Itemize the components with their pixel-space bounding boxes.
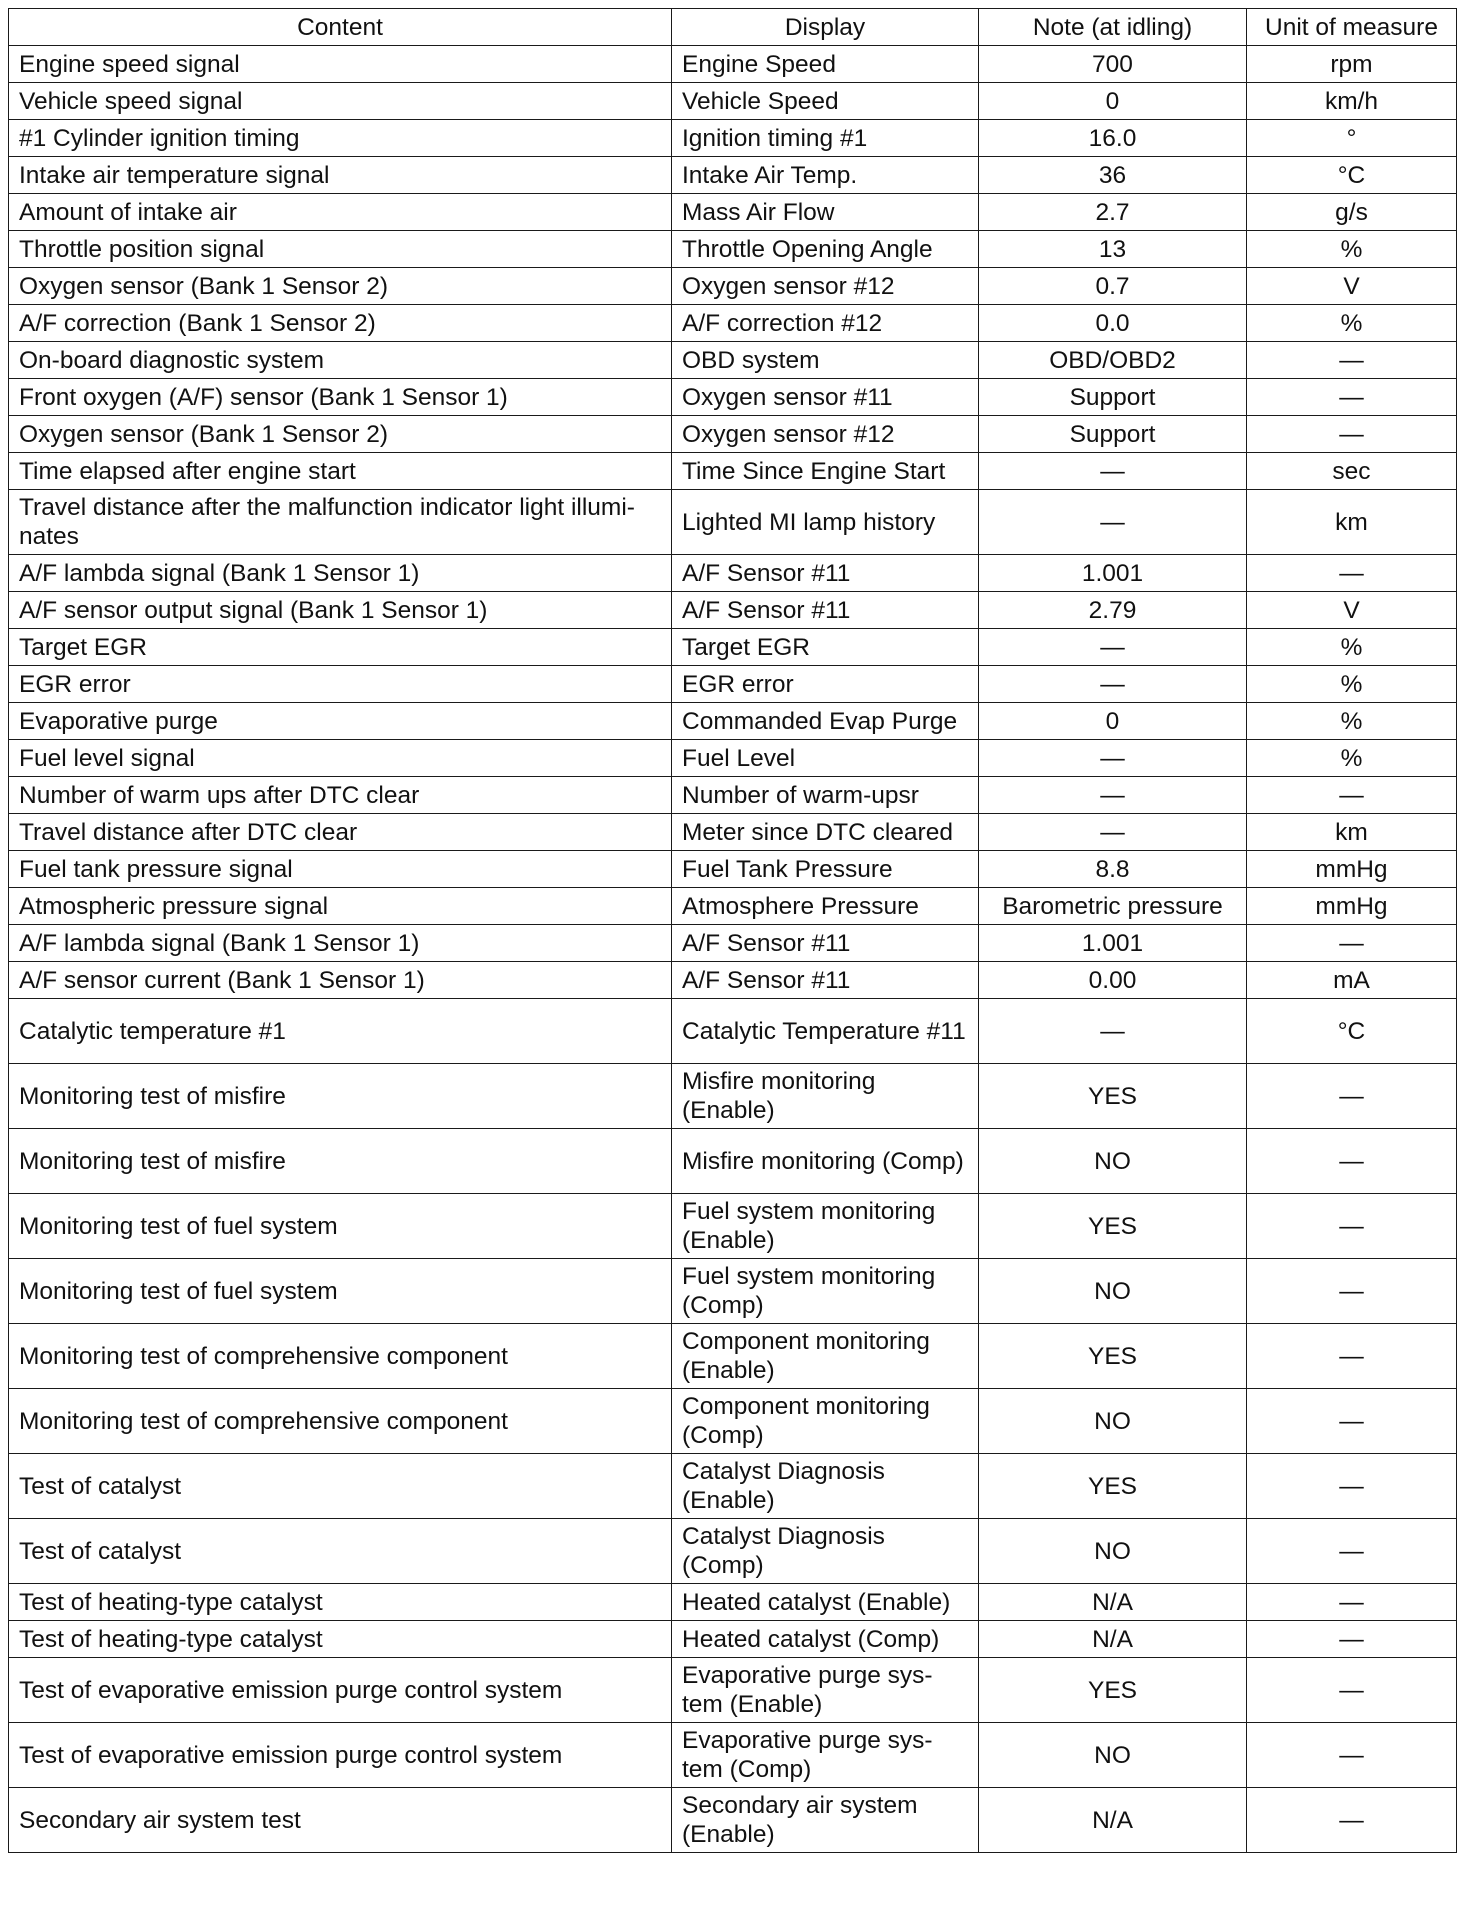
cell-display: A/F Sensor #11 xyxy=(672,555,979,592)
cell-display: Evaporative purge sys-tem (Comp) xyxy=(672,1723,979,1788)
table-row xyxy=(9,490,1457,555)
cell-content: Vehicle speed signal xyxy=(9,83,672,120)
cell-content: Test of catalyst xyxy=(9,1454,672,1519)
cell-display: Fuel Tank Pressure xyxy=(672,851,979,888)
cell-display: Number of warm-upsr xyxy=(672,777,979,814)
cell-note: 0.7 xyxy=(979,268,1247,305)
cell-note: NO xyxy=(979,1259,1247,1324)
cell-content: A/F correction (Bank 1 Sensor 2) xyxy=(9,305,672,342)
table-row xyxy=(9,814,1457,851)
cell-content: Front oxygen (A/F) sensor (Bank 1 Sensor 1) xyxy=(9,379,672,416)
table-row xyxy=(9,888,1457,925)
cell-display: Catalytic Temperature #11 xyxy=(672,999,979,1064)
table-row xyxy=(9,268,1457,305)
cell-note: Support xyxy=(979,416,1247,453)
cell-note: — xyxy=(979,740,1247,777)
table-row xyxy=(9,46,1457,83)
table-header-row xyxy=(9,9,1457,46)
cell-content: Travel distance after the malfunction indicator light illumi-nates xyxy=(9,490,672,555)
cell-display: Vehicle Speed xyxy=(672,83,979,120)
cell-display: Misfire monitoring (Enable) xyxy=(672,1064,979,1129)
table-row xyxy=(9,1621,1457,1658)
cell-note: — xyxy=(979,777,1247,814)
cell-note: — xyxy=(979,814,1247,851)
cell-unit: mmHg xyxy=(1247,851,1457,888)
table-row xyxy=(9,1658,1457,1723)
cell-display: Commanded Evap Purge xyxy=(672,703,979,740)
cell-unit: — xyxy=(1247,1389,1457,1454)
cell-content: A/F sensor output signal (Bank 1 Sensor 1) xyxy=(9,592,672,629)
cell-note: NO xyxy=(979,1519,1247,1584)
cell-unit: — xyxy=(1247,1194,1457,1259)
table-row xyxy=(9,120,1457,157)
cell-content: Oxygen sensor (Bank 1 Sensor 2) xyxy=(9,268,672,305)
cell-content: Test of catalyst xyxy=(9,1519,672,1584)
cell-content: Engine speed signal xyxy=(9,46,672,83)
cell-content: A/F lambda signal (Bank 1 Sensor 1) xyxy=(9,925,672,962)
table-row xyxy=(9,453,1457,490)
cell-content: Number of warm ups after DTC clear xyxy=(9,777,672,814)
cell-content: Oxygen sensor (Bank 1 Sensor 2) xyxy=(9,416,672,453)
cell-unit: — xyxy=(1247,925,1457,962)
cell-note: OBD/OBD2 xyxy=(979,342,1247,379)
cell-unit: mmHg xyxy=(1247,888,1457,925)
cell-display: Oxygen sensor #12 xyxy=(672,268,979,305)
cell-display: A/F Sensor #11 xyxy=(672,592,979,629)
cell-note: 2.7 xyxy=(979,194,1247,231)
table-row xyxy=(9,1723,1457,1788)
table-row xyxy=(9,555,1457,592)
cell-unit: % xyxy=(1247,703,1457,740)
cell-display: Intake Air Temp. xyxy=(672,157,979,194)
cell-unit: % xyxy=(1247,629,1457,666)
data-monitor-table xyxy=(8,8,1457,1853)
table-row xyxy=(9,999,1457,1064)
cell-content: Monitoring test of misfire xyxy=(9,1129,672,1194)
cell-unit: — xyxy=(1247,1584,1457,1621)
cell-unit: sec xyxy=(1247,453,1457,490)
cell-note: YES xyxy=(979,1658,1247,1723)
cell-content: Monitoring test of comprehensive component xyxy=(9,1389,672,1454)
cell-note: Barometric pressure xyxy=(979,888,1247,925)
cell-note: — xyxy=(979,666,1247,703)
header-unit: Unit of measure xyxy=(1247,9,1457,46)
cell-display: Meter since DTC cleared xyxy=(672,814,979,851)
table-row xyxy=(9,416,1457,453)
table-row xyxy=(9,1129,1457,1194)
cell-note: N/A xyxy=(979,1621,1247,1658)
cell-unit: % xyxy=(1247,231,1457,268)
cell-unit: % xyxy=(1247,740,1457,777)
cell-display: Catalyst Diagnosis (Comp) xyxy=(672,1519,979,1584)
cell-unit: — xyxy=(1247,1788,1457,1853)
cell-note: 2.79 xyxy=(979,592,1247,629)
cell-display: Ignition timing #1 xyxy=(672,120,979,157)
cell-content: On-board diagnostic system xyxy=(9,342,672,379)
cell-note: YES xyxy=(979,1324,1247,1389)
cell-note: 1.001 xyxy=(979,925,1247,962)
cell-note: 13 xyxy=(979,231,1247,268)
header-content: Content xyxy=(9,9,672,46)
table-row xyxy=(9,1788,1457,1853)
table-row xyxy=(9,592,1457,629)
data-table-wrapper xyxy=(8,8,1457,1853)
cell-content: Monitoring test of misfire xyxy=(9,1064,672,1129)
table-row xyxy=(9,740,1457,777)
cell-display: Evaporative purge sys-tem (Enable) xyxy=(672,1658,979,1723)
cell-display: Fuel Level xyxy=(672,740,979,777)
cell-note: 1.001 xyxy=(979,555,1247,592)
cell-content: Fuel tank pressure signal xyxy=(9,851,672,888)
cell-display: Component monitoring (Comp) xyxy=(672,1389,979,1454)
cell-unit: °C xyxy=(1247,157,1457,194)
cell-unit: km xyxy=(1247,814,1457,851)
cell-content: Atmospheric pressure signal xyxy=(9,888,672,925)
cell-display: A/F Sensor #11 xyxy=(672,962,979,999)
cell-unit: g/s xyxy=(1247,194,1457,231)
cell-display: Oxygen sensor #11 xyxy=(672,379,979,416)
cell-unit: — xyxy=(1247,1519,1457,1584)
cell-display: Atmosphere Pressure xyxy=(672,888,979,925)
table-row xyxy=(9,1519,1457,1584)
cell-note: 0.0 xyxy=(979,305,1247,342)
cell-display: Engine Speed xyxy=(672,46,979,83)
cell-note: 36 xyxy=(979,157,1247,194)
cell-content: Monitoring test of fuel system xyxy=(9,1259,672,1324)
cell-content: #1 Cylinder ignition timing xyxy=(9,120,672,157)
table-row xyxy=(9,925,1457,962)
cell-note: 0 xyxy=(979,83,1247,120)
table-row xyxy=(9,379,1457,416)
cell-content: Test of evaporative emission purge control system xyxy=(9,1723,672,1788)
table-row xyxy=(9,83,1457,120)
cell-content: A/F sensor current (Bank 1 Sensor 1) xyxy=(9,962,672,999)
table-row xyxy=(9,851,1457,888)
table-row xyxy=(9,1194,1457,1259)
cell-note: YES xyxy=(979,1454,1247,1519)
cell-content: Test of heating-type catalyst xyxy=(9,1584,672,1621)
table-row xyxy=(9,703,1457,740)
cell-display: Lighted MI lamp history xyxy=(672,490,979,555)
cell-unit: V xyxy=(1247,268,1457,305)
table-row xyxy=(9,1389,1457,1454)
cell-unit: mA xyxy=(1247,962,1457,999)
cell-unit: % xyxy=(1247,305,1457,342)
cell-display: Heated catalyst (Enable) xyxy=(672,1584,979,1621)
cell-note: YES xyxy=(979,1064,1247,1129)
cell-unit: — xyxy=(1247,555,1457,592)
cell-unit: km/h xyxy=(1247,83,1457,120)
table-row xyxy=(9,1259,1457,1324)
cell-display: EGR error xyxy=(672,666,979,703)
cell-note: — xyxy=(979,490,1247,555)
cell-content: Travel distance after DTC clear xyxy=(9,814,672,851)
table-row xyxy=(9,777,1457,814)
cell-content: Target EGR xyxy=(9,629,672,666)
cell-display: Fuel system monitoring (Comp) xyxy=(672,1259,979,1324)
cell-unit: — xyxy=(1247,1658,1457,1723)
cell-unit: V xyxy=(1247,592,1457,629)
cell-unit: — xyxy=(1247,379,1457,416)
table-row xyxy=(9,1064,1457,1129)
cell-content: Secondary air system test xyxy=(9,1788,672,1853)
cell-note: NO xyxy=(979,1129,1247,1194)
table-row xyxy=(9,157,1457,194)
table-body xyxy=(9,46,1457,1853)
cell-note: NO xyxy=(979,1723,1247,1788)
cell-note: NO xyxy=(979,1389,1247,1454)
cell-unit: — xyxy=(1247,777,1457,814)
cell-unit: — xyxy=(1247,1621,1457,1658)
cell-content: Throttle position signal xyxy=(9,231,672,268)
cell-note: N/A xyxy=(979,1788,1247,1853)
table-row xyxy=(9,231,1457,268)
cell-note: — xyxy=(979,629,1247,666)
cell-unit: — xyxy=(1247,1259,1457,1324)
cell-display: Misfire monitoring (Comp) xyxy=(672,1129,979,1194)
cell-content: Intake air temperature signal xyxy=(9,157,672,194)
cell-display: Secondary air system (Enable) xyxy=(672,1788,979,1853)
cell-unit: km xyxy=(1247,490,1457,555)
cell-content: Monitoring test of fuel system xyxy=(9,1194,672,1259)
cell-unit: ° xyxy=(1247,120,1457,157)
cell-unit: — xyxy=(1247,1064,1457,1129)
cell-display: OBD system xyxy=(672,342,979,379)
cell-display: Catalyst Diagnosis (Enable) xyxy=(672,1454,979,1519)
cell-unit: — xyxy=(1247,342,1457,379)
cell-display: Target EGR xyxy=(672,629,979,666)
cell-unit: — xyxy=(1247,1324,1457,1389)
cell-unit: °C xyxy=(1247,999,1457,1064)
cell-content: Fuel level signal xyxy=(9,740,672,777)
cell-note: Support xyxy=(979,379,1247,416)
cell-note: — xyxy=(979,453,1247,490)
cell-display: A/F correction #12 xyxy=(672,305,979,342)
cell-note: — xyxy=(979,999,1247,1064)
cell-note: 0.00 xyxy=(979,962,1247,999)
cell-content: A/F lambda signal (Bank 1 Sensor 1) xyxy=(9,555,672,592)
cell-content: EGR error xyxy=(9,666,672,703)
cell-unit: rpm xyxy=(1247,46,1457,83)
table-row xyxy=(9,629,1457,666)
cell-content: Test of evaporative emission purge control system xyxy=(9,1658,672,1723)
cell-display: Throttle Opening Angle xyxy=(672,231,979,268)
table-row xyxy=(9,305,1457,342)
cell-note: YES xyxy=(979,1194,1247,1259)
table-row xyxy=(9,666,1457,703)
cell-note: 16.0 xyxy=(979,120,1247,157)
cell-note: 8.8 xyxy=(979,851,1247,888)
cell-display: Oxygen sensor #12 xyxy=(672,416,979,453)
cell-note: 0 xyxy=(979,703,1247,740)
table-row xyxy=(9,1454,1457,1519)
table-row xyxy=(9,342,1457,379)
cell-unit: — xyxy=(1247,1129,1457,1194)
cell-note: N/A xyxy=(979,1584,1247,1621)
cell-display: Mass Air Flow xyxy=(672,194,979,231)
cell-unit: — xyxy=(1247,1723,1457,1788)
cell-content: Catalytic temperature #1 xyxy=(9,999,672,1064)
cell-unit: — xyxy=(1247,416,1457,453)
cell-display: Component monitoring (Enable) xyxy=(672,1324,979,1389)
table-row xyxy=(9,962,1457,999)
header-note: Note (at idling) xyxy=(979,9,1247,46)
cell-content: Evaporative purge xyxy=(9,703,672,740)
cell-content: Monitoring test of comprehensive component xyxy=(9,1324,672,1389)
cell-note: 700 xyxy=(979,46,1247,83)
cell-unit: % xyxy=(1247,666,1457,703)
table-row xyxy=(9,1584,1457,1621)
cell-unit: — xyxy=(1247,1454,1457,1519)
cell-display: Heated catalyst (Comp) xyxy=(672,1621,979,1658)
cell-content: Time elapsed after engine start xyxy=(9,453,672,490)
cell-display: Time Since Engine Start xyxy=(672,453,979,490)
table-row xyxy=(9,194,1457,231)
cell-display: Fuel system monitoring (Enable) xyxy=(672,1194,979,1259)
cell-content: Test of heating-type catalyst xyxy=(9,1621,672,1658)
cell-content: Amount of intake air xyxy=(9,194,672,231)
header-display: Display xyxy=(672,9,979,46)
table-row xyxy=(9,1324,1457,1389)
cell-display: A/F Sensor #11 xyxy=(672,925,979,962)
